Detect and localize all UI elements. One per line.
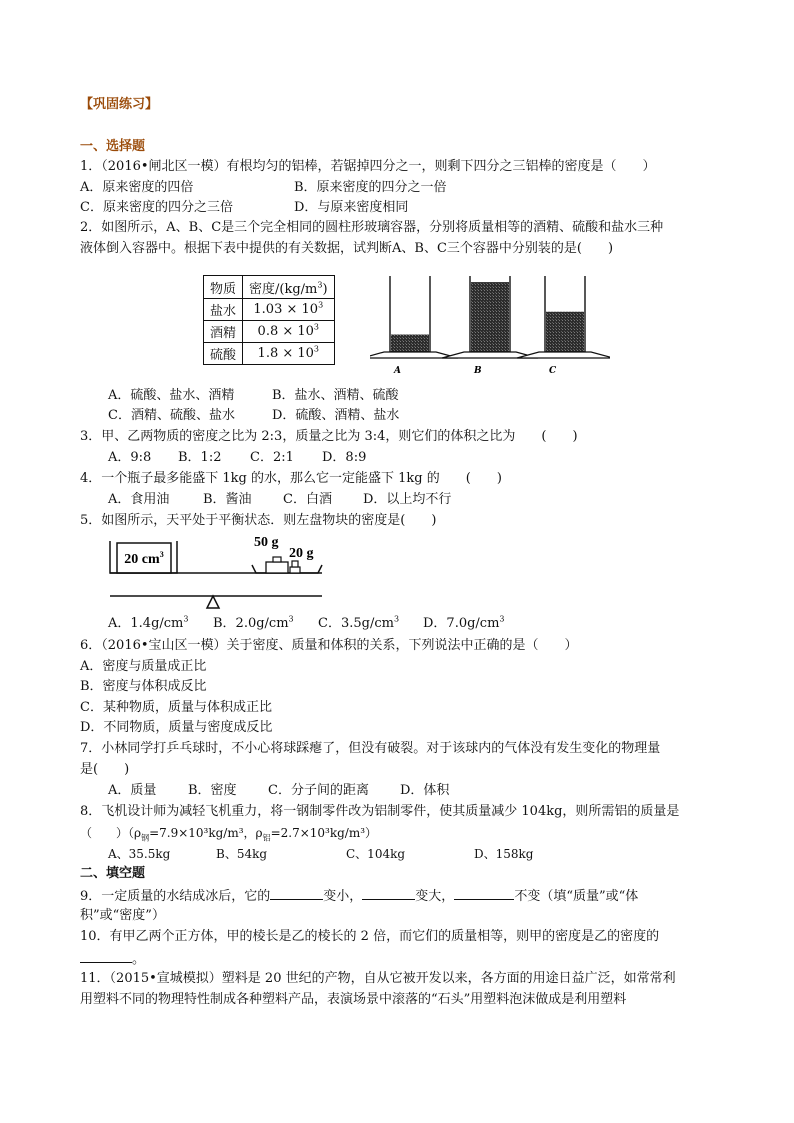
weight-20g-body [290,567,300,573]
q8-stem-line1: 8．飞机设计师为减轻飞机重力，将一钢制零件改为铝制零件，使其质量减少 104kg，则所需铝的质量是 [80,804,680,819]
substance-name: 盐水 [204,299,243,321]
q2-options-row1 [108,388,399,404]
q6-stem: 6．（2016•宝山区一模）关于密度、质量和体积的关系，下列说法中正确的是（ ） [80,638,578,653]
q10-line1: 10．有甲乙两个正方体，甲的棱长是乙的棱长的 2 倍，而它们的质量相等，则甲的密度是乙的密度的 [80,929,660,944]
q4-option-b: B．酱油 [203,492,252,507]
substance-name: 酒精 [204,321,243,343]
container-label: B [474,366,482,376]
q1-stem: 1．（2016•闸北区一模）有根均匀的铝棒，若锯掉四分之一，则剩下四分之三铝棒的密度是（ ） [80,159,656,174]
q4-option-d: D．以上均不行 [363,492,452,507]
q1-option-c: C．原来密度的四分之三倍 [80,200,233,215]
density-table-header-substance: 物质 [204,276,243,299]
q4-option-c: C．白酒 [283,492,332,507]
container-liquid [471,282,509,352]
q8-option-b: B、54kg [216,847,268,861]
q3-option-d: D．8:9 [322,450,367,465]
container-liquid [391,335,429,352]
table-row [204,321,335,343]
q3-stem: 3．甲、乙两物质的密度之比为 2:3，质量之比为 3:4，则它们的体积之比为 ( ) [80,429,578,444]
weight-50g-knob [273,557,281,562]
container-base [517,352,610,358]
q7-option-d: D．体积 [400,783,450,798]
q7-options [108,783,449,799]
q7-option-b: B．密度 [188,783,237,798]
q8-options [108,846,533,862]
q8-option-c: C、104kg [346,847,406,861]
left-block-label: 20 $cm^3$ [124,550,164,567]
q3-options [108,450,366,466]
container-liquid [546,312,584,352]
containers-figure [370,272,610,378]
q5-option-c: C．$3.5g/cm^3$ [318,614,400,631]
q2-stem-line1: 2．如图所示，A、B、C是三个完全相同的圆柱形玻璃容器，分别将质量相等的酒精、硫酸和盐水三种 [80,220,664,235]
density-table-header-density: 密度$/(kg/m^3)$ [243,276,335,299]
container-c [517,276,610,376]
q1-options-row2 [80,200,408,216]
q1-option-d: D．与原来密度相同 [294,200,409,215]
q5-option-b: B．$2.0g/cm^3$ [213,614,294,631]
fulcrum [207,596,219,608]
q11-line1: 11．（2015•宣城模拟）塑料是 20 世纪的产物，自从它被开发以来，各方面的用途日益广泛，如常常利 [80,971,676,986]
q5-option-d: D．$7.0g/cm^3$ [423,614,505,631]
q9-blank-1[interactable] [270,887,323,900]
q2-options-row2 [108,408,399,424]
table-row [204,299,335,321]
q4-options [108,492,451,508]
substance-density: $1.8 \times 10^3$ [243,343,335,365]
container-label: A [394,366,401,376]
q9-blank-3[interactable] [454,887,514,900]
q7-option-c: C．分子间的距离 [268,783,369,798]
q9-line2: 积”或“密度”） [80,908,165,923]
q2-option-a: A．硫酸、盐水、酒精 [108,388,235,403]
q7-stem-line2: 是( ) [80,762,130,777]
q9-blank-2[interactable] [362,887,415,900]
q2-option-d: D．硫酸、酒精、盐水 [272,408,400,423]
q11-line2: 用塑料不同的物理特性制成各种塑料产品，表演场景中滚落的“石头”用塑料泡沫做成是利用塑料 [80,992,627,1007]
q5-stem: 5．如图所示，天平处于平衡状态．则左盘物块的密度是( ) [80,513,437,528]
q4-option-a: A．食用油 [108,492,170,507]
section-fill-in: 二、填空题 [80,866,146,881]
q7-stem-line1: 7．小林同学打乒乓球时，不小心将球踩瘪了，但没有破裂。对于该球内的气体没有发生变化的物理量 [80,741,661,756]
q9-line1: 9．一定质量的水结成冰后，它的 变小， 变大， 不变（填“质量”或“体 [80,889,639,904]
q1-option-b: B．原来密度的四分之一倍 [294,180,447,195]
weight-20g-knob [292,561,298,567]
q3-option-a: A．9:8 [108,450,152,465]
q3-option-c: C．2:1 [250,450,294,465]
q5-option-a: A．$1.4g/cm^3$ [108,614,189,631]
density-table-header [204,276,335,299]
q1-options-row1 [80,180,447,196]
q4-stem: 4．一个瓶子最多能盛下 1kg 的水，那么它一定能盛下 1kg 的 ( ) [80,471,502,486]
q8-stem-line2: （ ）（$\rho_钢=7.9\times 10^3kg/m^3$，$\rho_铝=2.7\times 10^3kg/m^3$） [80,826,378,843]
weight-50g-body [266,562,288,573]
table-row [204,343,335,365]
q2-stem-line2: 液体倒入容器中。根据下表中提供的有关数据，试判断A、B、C三个容器中分别装的是( ) [80,241,614,256]
q6-option-d: D．不同物质，质量与密度成反比 [80,720,273,735]
q5-options [108,616,505,632]
q8-option-a: A、35.5kg [108,847,171,861]
q6-option-c: C．某种物质，质量与体积成正比 [80,700,272,715]
q6-option-a: A．密度与质量成正比 [80,659,207,674]
weight-20g-label: 20 g [289,546,314,561]
balance-figure [106,530,326,612]
weight-50g-label: 50 g [254,535,279,550]
container-a [370,276,458,376]
q10-blank[interactable] [80,950,132,963]
q6-option-b: B．密度与体积成反比 [80,679,207,694]
practice-heading: 【巩固练习】 [80,97,159,112]
q3-option-b: B．1:2 [178,450,222,465]
substance-density: $1.03 \times 10^3$ [243,299,335,321]
substance-density: $0.8 \times 10^3$ [243,321,335,343]
container-b [442,276,538,376]
q8-option-d: D、158kg [474,847,534,861]
q1-option-a: A．原来密度的四倍 [80,180,194,195]
density-table [203,275,335,365]
q7-option-a: A．质量 [108,783,157,798]
q10-line2: 。 [80,950,145,968]
q2-option-b: B．盐水、酒精、硫酸 [272,388,399,403]
container-label: C [549,366,557,376]
section-multiple-choice: 一、选择题 [80,139,146,154]
q2-option-c: C．酒精、硫酸、盐水 [108,408,235,423]
substance-name: 硫酸 [204,343,243,365]
